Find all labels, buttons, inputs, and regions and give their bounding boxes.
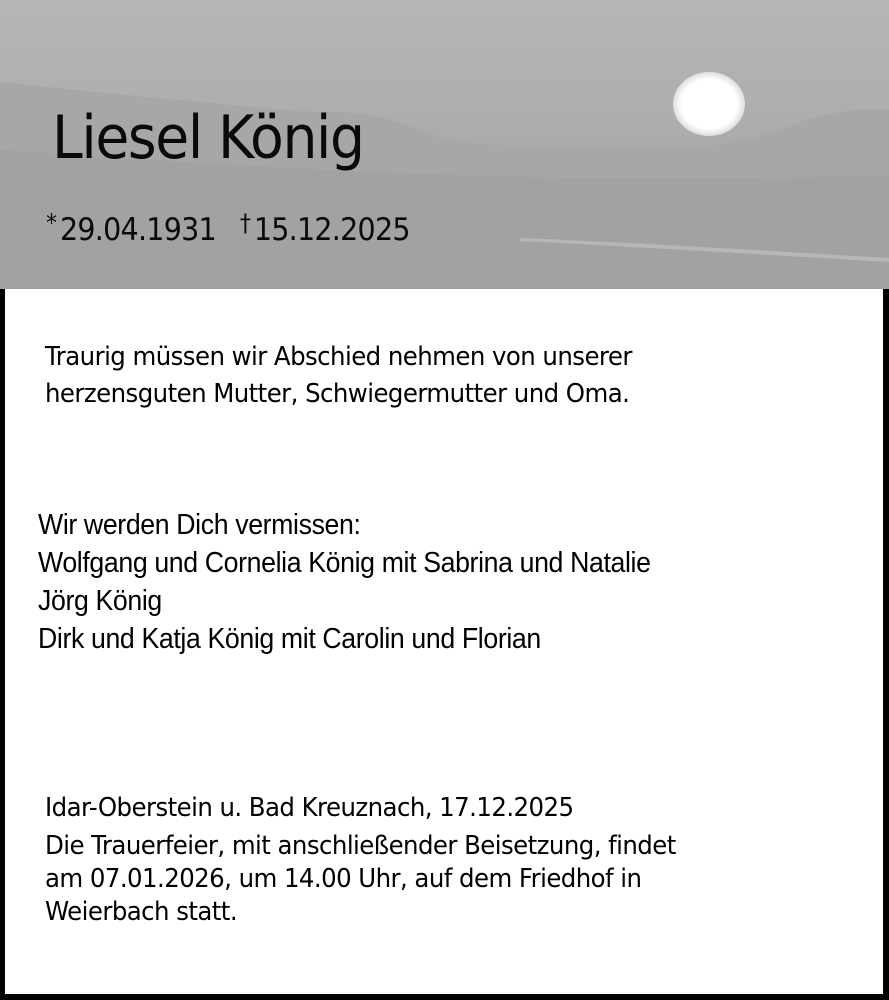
- intro-text: [45, 339, 632, 413]
- mourner-entry: Wolfgang und Cornelia König mit Sabrina und Natalie: [38, 547, 651, 579]
- mourner-entry: Dirk und Katja König mit Carolin und Florian: [38, 623, 541, 655]
- life-dates: [46, 211, 410, 246]
- ceremony-line: Weierbach statt.: [45, 897, 238, 927]
- death-cross-icon: †: [239, 209, 251, 237]
- birth-date: 29.04.1931: [59, 212, 216, 248]
- birth-asterisk-icon: *: [46, 209, 57, 237]
- border-bottom: [0, 994, 889, 1000]
- intro-line: Traurig müssen wir Abschied nehmen von unserer: [45, 342, 632, 372]
- intro-line: herzensguten Mutter, Schwiegermutter und Oma.: [45, 379, 630, 409]
- sun-glow: [673, 72, 745, 136]
- death-date: 15.12.2025: [253, 212, 410, 248]
- mourner-entry: Jörg König: [38, 585, 162, 617]
- deceased-name: Liesel König: [52, 103, 364, 173]
- ceremony-line: Die Trauerfeier, mit anschließender Beisetzung, findet: [45, 831, 676, 861]
- border-left: [0, 289, 5, 1000]
- mourners-list: [38, 506, 651, 658]
- ceremony-line: am 07.01.2026, um 14.00 Uhr, auf dem Friedhof in: [45, 864, 642, 894]
- mourners-heading: Wir werden Dich vermissen:: [38, 509, 361, 541]
- place-and-date: Idar-Oberstein u. Bad Kreuznach, 17.12.2025: [45, 793, 574, 823]
- ceremony-info: [45, 830, 676, 929]
- border-right: [883, 289, 889, 1000]
- header-photo-banner: [0, 0, 889, 289]
